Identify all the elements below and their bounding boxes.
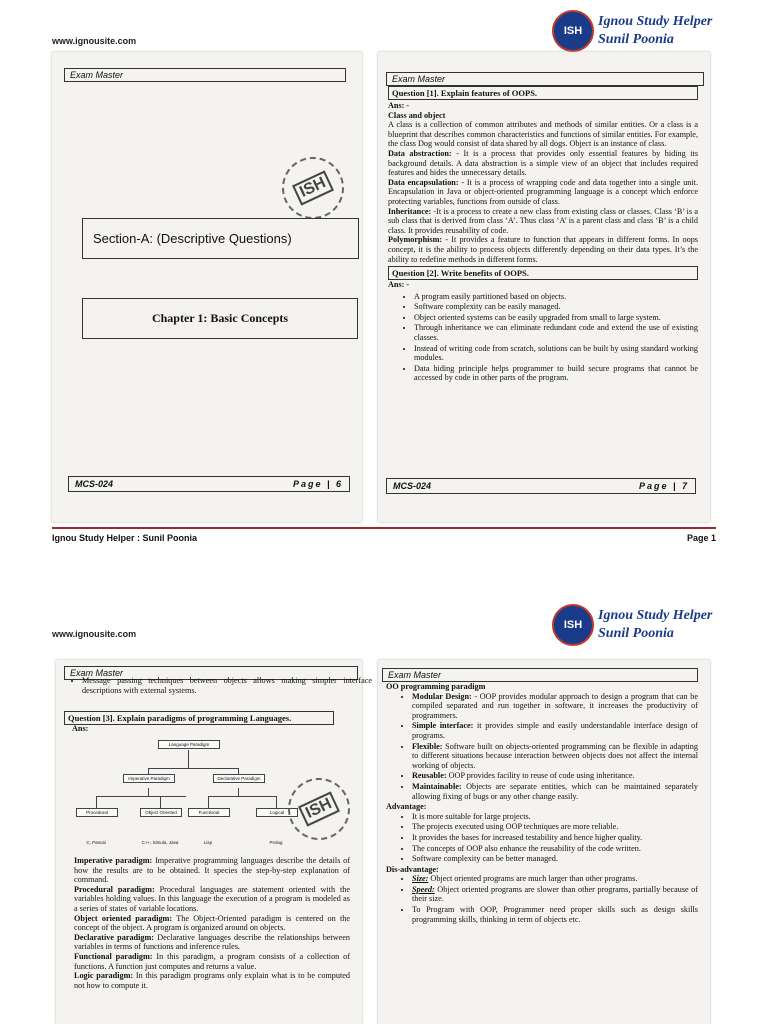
list-item: • Size: Object oriented programs are much larger than other programs. (412, 874, 698, 884)
inheritance-para: Inheritance: -It is a process to create a new class from existing class or classes. Class ‘B’ is a sub class that is derived from class ‘A’. Thus class ‘A’ is a parent class and class ‘B’ is a child class. It provides reusability of code. (388, 206, 698, 235)
question-3: Question [3]. Explain paradigms of programming Languages. (64, 711, 334, 725)
list-item: • Software complexity can be easily managed. (414, 302, 698, 312)
list-item: • Software complexity can be better managed. (412, 854, 698, 864)
scan-page-6 (52, 52, 362, 522)
abstraction-para: Data abstraction: - It is a process that provides only essential features by hiding its background details. A data abstraction is a simple view of an object that includes required features and hides the unnecessary details. (388, 148, 699, 178)
advantage-list (386, 812, 698, 864)
list-item: • It is more suitable for large projects. (412, 812, 698, 822)
answer-label: Ans: - (388, 101, 410, 110)
list-item: • The concepts of OOP also enhance the reusability of the code written. (412, 844, 698, 854)
node-procedural: Procedural (76, 808, 118, 817)
brand-header (552, 10, 712, 52)
scan-page-7 (378, 52, 710, 522)
question-1: Question [1]. Explain features of OOPS. (388, 86, 698, 100)
answer-label: Ans: (72, 724, 89, 733)
list-item: • Speed: Object oriented programs are slower than other programs, partially because of their size. (412, 885, 698, 904)
list-item: • Maintainable: Objects are separate entities, which can be maintained separately allowing fixing of bugs or any other change easily. (412, 782, 698, 801)
page-footer-left (68, 476, 350, 492)
list-item: • It provides the bases for increased testability and hence higher quality. (412, 833, 698, 843)
node-object-oriented: Object Oriented (140, 808, 182, 817)
watermark-seal: ISH (282, 157, 344, 219)
benefits-list (388, 292, 698, 383)
list-item: • Modular Design: - OOP provides modular approach to design a program that can be compiled separated and run together in software, it increases the productivity of programmers. (412, 692, 698, 721)
site-url[interactable]: www.ignousite.com (52, 36, 137, 46)
disadvantage-heading: Dis-advantage: (386, 864, 439, 874)
list-item: • The projects executed using OOP techniques are more reliable. (412, 822, 698, 832)
declarative-para: Declarative paradigm: Declarative languages describe the relationships between variables in terms of functions and inference rules. (74, 932, 350, 952)
section-title: Section-A: (Descriptive Questions) (82, 218, 359, 259)
footer-divider (52, 527, 716, 529)
page-number: Page | 6 (292, 479, 343, 489)
example-procedural: C, Pascal (86, 840, 106, 845)
functional-para: Functional paradigm: In this paradigm, a program consists of a collection of functions. A function just computes and returns a value. (74, 951, 350, 971)
class-heading: Class and object (388, 110, 446, 120)
question-2: Question [2]. Write benefits of OOPS. (388, 266, 698, 280)
exam-master-header: Exam Master (386, 72, 704, 86)
disadvantage-list (386, 874, 698, 924)
brand-header (552, 604, 712, 646)
exam-master-header: Exam Master (64, 68, 346, 82)
course-code: MCS-024 (393, 481, 432, 491)
brand-line-2: Sunil Poonia (598, 32, 674, 47)
list-item: • Data hiding principle helps programmer to build secure programs that cannot be accessed by code in other parts of the program. (414, 364, 698, 383)
list-item: • Message passing techniques between objects allows making simpler interface descriptions with external systems. (82, 676, 372, 695)
page-number: Page | 7 (638, 481, 689, 491)
list-item: • Simple interface: it provides simple and easily understandable interface design of programs. (412, 721, 698, 740)
list-item: • Through inheritance we can eliminate redundant code and extend the use of existing classes. (414, 323, 698, 342)
advantage-heading: Advantage: (386, 802, 427, 812)
node-imperative: Imperative Paradigm (123, 774, 175, 783)
node-declarative: Declarative Paradigm (213, 774, 265, 783)
list-item: • A program easily partitioned based on objects. (414, 292, 698, 302)
node-functional: Functional (188, 808, 230, 817)
logic-para: Logic paradigm: In this paradigm programs only explain what is to be computed not how to compute it. (74, 971, 350, 990)
course-code: MCS-024 (75, 479, 114, 489)
example-functional: Lisp (203, 840, 213, 845)
exam-master-header: Exam Master (382, 668, 698, 682)
list-item: • Object oriented systems can be easily upgraded from small to large system. (414, 313, 698, 323)
node-logical: Logical (256, 808, 298, 817)
footer-page-number: Page 1 (686, 533, 716, 543)
list-item: • Instead of writing code from scratch, solutions can be built by using standard working modules. (414, 344, 698, 363)
brand-line-1: Ignou Study Helper (598, 14, 713, 29)
ish-logo-icon: ISH (552, 10, 594, 52)
list-item: • Reusable: OOP provides facility to reuse of code using inheritance. (412, 771, 698, 781)
message-passing-list (56, 676, 372, 696)
class-text: A class is a collection of common attributes and methods of similar entities. Or a class is a blueprint that describes common characteristics and functions of similar entities. For example, the class Dog would consist of data shared by all dogs. Object is an instance of class. (388, 120, 698, 149)
watermark-seal: ISH (288, 778, 350, 840)
brand-line-1: Ignou Study Helper (598, 608, 713, 623)
oo-features-list (386, 692, 698, 802)
scan-page-9 (378, 660, 710, 1024)
imperative-para: Imperative paradigm: Imperative programming languages describe the details of how the results are to be obtained. It species the step-by-step explanation of command. (74, 856, 350, 885)
procedural-para: Procedural paradigm: Procedural languages are statement oriented with the variables holding values. In this language the execution of a program is modeled as a series of states of variable locations. (74, 884, 350, 913)
oo-paradigm-heading: OO programming paradigm (386, 682, 486, 691)
chapter-title: Chapter 1: Basic Concepts (82, 298, 358, 339)
encapsulation-para: Data encapsulation: - It is a process of wrapping code and data together into a single unit. Encapsulation in Java or object-oriented programming language is a concept which enforce protecting variables, functions from outside of class. (388, 177, 699, 206)
example-logical: Prolog (269, 840, 283, 845)
object-oriented-para: Object oriented paradigm: The Object-Oriented paradigm is centered on the concept of the object. A program is organized around on objects. (74, 913, 350, 933)
exam-master-header: Exam Master (64, 666, 358, 680)
list-item: • To Program with OOP, Programmer need proper skills such as design skills programming skills, thinking in term of objects etc. (412, 905, 698, 924)
node-language-paradigm: Language Paradigm (158, 740, 220, 749)
footer-author: Ignou Study Helper : Sunil Poonia (52, 533, 198, 543)
scan-page-8 (56, 660, 372, 1024)
answer-label: Ans: - (388, 280, 410, 290)
site-url[interactable]: www.ignousite.com (52, 629, 137, 639)
page-footer-right (386, 478, 696, 494)
polymorphism-para: Polymorphism: - It provides a feature to function that appears in different forms. In oops concept, it is the ability to process objects differently depending on their data types. It’s the ability to redefine methods in different forms. (388, 235, 698, 264)
brand-line-2: Sunil Poonia (598, 626, 674, 641)
ish-logo-icon: ISH (552, 604, 594, 646)
list-item: • Flexible: Software built on objects-oriented programming can be flexible in adapting to different situations because interaction between objects does not affect the internal working of objects. (412, 742, 698, 771)
example-object-oriented: C++, Simula, Java (141, 840, 179, 845)
